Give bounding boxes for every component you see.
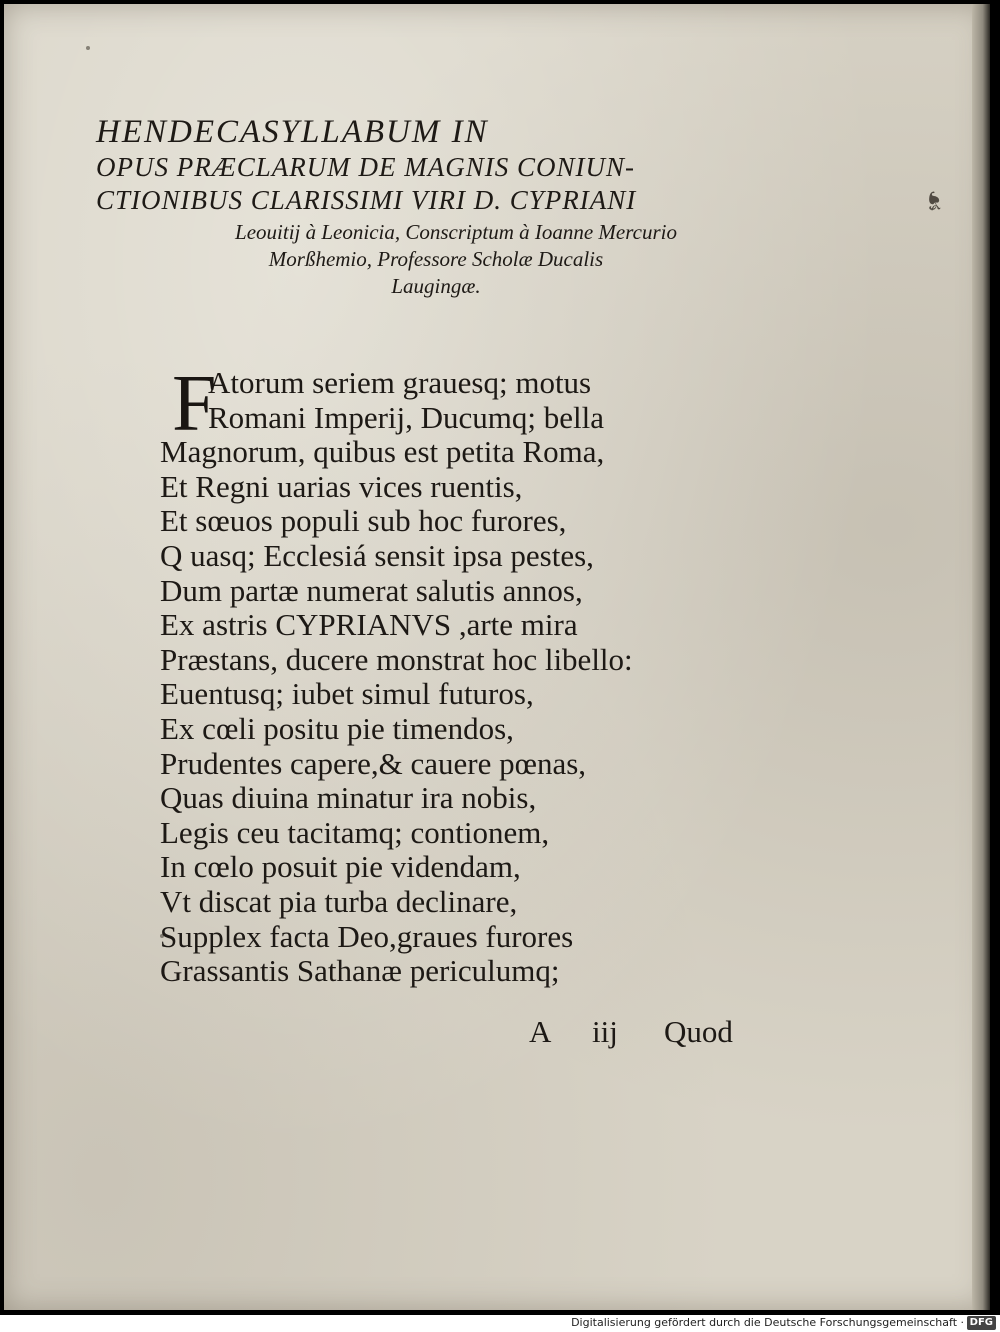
drop-capital: F: [172, 360, 217, 448]
title-line-5: Morßhemio, Professore Scholæ Ducalis: [268, 247, 604, 271]
catchword: Quod: [664, 1014, 733, 1049]
leaf-number: iij: [592, 1014, 618, 1049]
verse-line: Q uasq; Ecclesiá sensit ipsa pestes,: [160, 537, 594, 573]
margin-mark: ☙: [919, 189, 949, 213]
verse-line: Atorum seriem grauesq; motus: [208, 365, 592, 400]
verse-line: Legis ceu tacitamq; contionem,: [160, 814, 550, 850]
signature-mark: A: [529, 1014, 552, 1049]
title-line-1: HENDECASYLLABUM IN: [96, 114, 489, 150]
verse-line: Quas diuina minatur ira nobis,: [160, 780, 537, 816]
title-line-4: Leouitij à Leonicia, Conscriptum à Ioanne Mercurio: [235, 220, 677, 244]
verse-line: In cœlo posuit pie videndam,: [160, 849, 521, 885]
verse-line: Vt discat pia turba declinare,: [160, 883, 518, 919]
title-line-2: OPUS PRÆCLARUM DE MAGNIS CONIUN-: [96, 152, 635, 182]
dfg-logo-icon: DFG: [967, 1316, 996, 1330]
verse-line: Dum partæ numerat salutis annos,: [160, 572, 583, 608]
title-line-3: CTIONIBUS CLARISSIMI VIRI D. CYPRIANI: [96, 185, 637, 215]
verse-line: Prudentes capere,& cauere pœnas,: [160, 745, 587, 781]
verse-line: Euentusq; iubet simul futuros,: [160, 676, 534, 712]
verse-line: Supplex facta Deo,graues furores: [160, 918, 574, 954]
verse-line: Grassantis Sathanæ periculumq;: [160, 953, 560, 989]
page-footer: [0, 1014, 1000, 1054]
verse-line: Et Regni uarias vices ruentis,: [160, 468, 523, 504]
verse-line: Magnorum, quibus est petita Roma,: [160, 434, 605, 470]
credit-bar: [0, 1315, 1000, 1332]
verse-line: Ex astris CYPRIANVS ,arte mira: [160, 607, 578, 643]
verse-line: Romani Imperij, Ducumq; bella: [208, 399, 605, 435]
verse-line: Et sœuos populi sub hoc furores,: [160, 503, 567, 539]
paper-speck: [86, 46, 90, 50]
page-edge: [972, 4, 990, 1310]
verse-line: Ex cœli positu pie timendos,: [160, 710, 514, 746]
poem-body: [160, 360, 780, 989]
funding-credit: Digitalisierung gefördert durch die Deutsche Forschungsgemeinschaft ·: [571, 1316, 964, 1329]
verse-line: Præstans, ducere monstrat hoc libello:: [160, 641, 633, 677]
title-block: [96, 114, 776, 300]
title-line-6: Laugingæ.: [391, 274, 481, 298]
